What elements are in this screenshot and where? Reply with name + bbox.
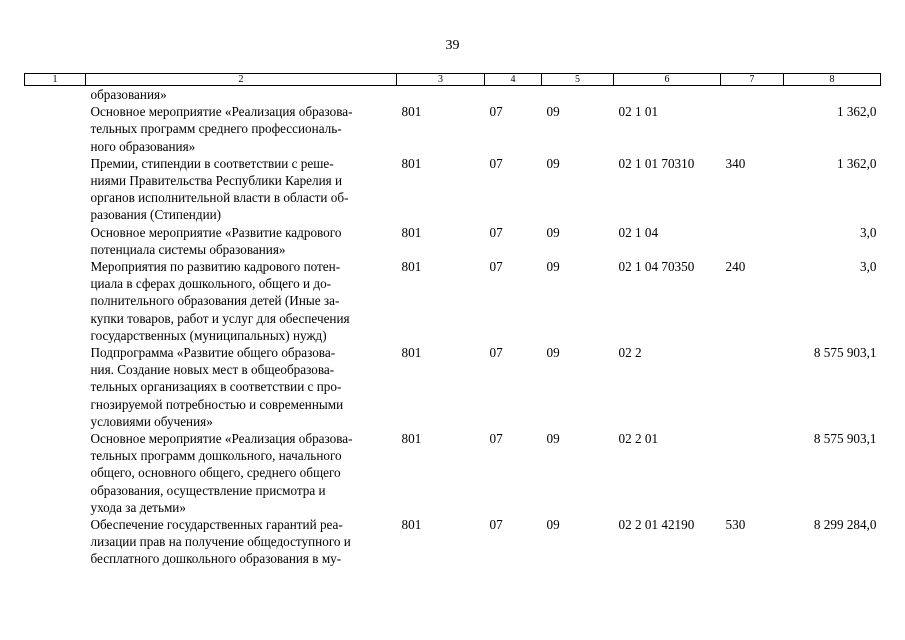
cell-subsection bbox=[542, 86, 614, 104]
cell-section bbox=[485, 86, 542, 104]
cell-item-name bbox=[86, 103, 397, 155]
cell-target-article: 02 2 01 bbox=[618, 431, 659, 447]
cell-expense-type bbox=[721, 344, 784, 430]
cell-target-article: 02 1 04 bbox=[618, 224, 659, 240]
cell-section: 07 bbox=[489, 224, 503, 240]
cell-section: 07 bbox=[489, 517, 503, 533]
cell-target-article bbox=[614, 86, 721, 104]
cell-subsection: 09 bbox=[546, 155, 560, 171]
item-name-line: ниями Правительства Республики Карелия и bbox=[90, 173, 343, 189]
cell-subsection: 09 bbox=[546, 104, 560, 120]
item-name-line: Мероприятия по развитию кадрового потен- bbox=[90, 259, 341, 275]
cell-row-number bbox=[25, 430, 86, 516]
cell-target-article: 02 1 01 70310 bbox=[618, 155, 695, 171]
cell-item-name bbox=[86, 86, 397, 104]
item-name-line: Подпрограмма «Развитие общего образова- bbox=[90, 345, 336, 361]
column-header-4: 4 bbox=[485, 74, 542, 86]
cell-row-number bbox=[25, 86, 86, 104]
cell-row-number bbox=[25, 258, 86, 344]
cell-row-number bbox=[25, 344, 86, 430]
cell-expense-type bbox=[721, 430, 784, 516]
column-header-8: 8 bbox=[784, 74, 881, 86]
cell-admin-code bbox=[397, 86, 485, 104]
table-row bbox=[25, 258, 881, 344]
cell-expense-type bbox=[721, 224, 784, 258]
cell-subsection: 09 bbox=[546, 517, 560, 533]
item-name-line: тельных организациях в соответствии с про- bbox=[90, 379, 342, 395]
cell-admin-code: 801 bbox=[401, 431, 422, 447]
item-name-line: государственных (муниципальных) нужд) bbox=[90, 327, 327, 343]
cell-section: 07 bbox=[489, 155, 503, 171]
cell-section: 07 bbox=[489, 345, 503, 361]
item-name-line: потенциала системы образования» bbox=[90, 241, 286, 257]
cell-amount: 3,0 bbox=[860, 259, 877, 275]
item-name-line: Основное мероприятие «Реализация образова- bbox=[90, 431, 353, 447]
cell-expense-type bbox=[721, 103, 784, 155]
item-name-line: Основное мероприятие «Развитие кадрового bbox=[90, 224, 342, 240]
cell-row-number bbox=[25, 516, 86, 568]
column-number-row bbox=[25, 74, 881, 86]
column-header-6: 6 bbox=[614, 74, 721, 86]
item-name-line: купки товаров, работ и услуг для обеспечения bbox=[90, 310, 350, 326]
cell-amount: 3,0 bbox=[860, 224, 877, 240]
cell-section: 07 bbox=[489, 431, 503, 447]
cell-expense-type: 340 bbox=[725, 155, 746, 171]
cell-target-article: 02 1 01 bbox=[618, 104, 659, 120]
cell-item-name bbox=[86, 258, 397, 344]
cell-amount: 1 362,0 bbox=[836, 104, 877, 120]
item-name-line: образования» bbox=[90, 87, 167, 102]
item-name-line: тельных программ среднего профессиональ- bbox=[90, 121, 342, 137]
cell-target-article: 02 2 bbox=[618, 345, 642, 361]
cell-admin-code: 801 bbox=[401, 104, 422, 120]
item-name-line: полнительного образования детей (Иные за- bbox=[90, 293, 340, 309]
column-header-1: 1 bbox=[25, 74, 86, 86]
item-name-line: ния. Создание новых мест в общеобразова- bbox=[90, 362, 335, 378]
cell-section: 07 bbox=[489, 104, 503, 120]
item-name-line: органов исполнительной власти в области об- bbox=[90, 190, 349, 206]
cell-target-article: 02 2 01 42190 bbox=[618, 517, 695, 533]
cell-item-name bbox=[86, 224, 397, 258]
cell-subsection: 09 bbox=[546, 224, 560, 240]
page-number: 39 bbox=[445, 38, 460, 53]
table-row bbox=[25, 155, 881, 224]
table-header bbox=[25, 74, 881, 86]
table-body bbox=[25, 86, 881, 568]
cell-subsection: 09 bbox=[546, 345, 560, 361]
cell-item-name bbox=[86, 155, 397, 224]
cell-section: 07 bbox=[489, 259, 503, 275]
item-name-line: бесплатного дошкольного образования в му- bbox=[90, 551, 342, 567]
budget-table bbox=[24, 73, 881, 568]
cell-item-name bbox=[86, 344, 397, 430]
cell-row-number bbox=[25, 103, 86, 155]
cell-admin-code: 801 bbox=[401, 517, 422, 533]
item-name-line: циала в сферах дошкольного, общего и до- bbox=[90, 276, 332, 292]
item-name-line: общего, основного общего, среднего общего bbox=[90, 465, 341, 481]
cell-amount bbox=[784, 86, 881, 104]
item-name-line: Основное мероприятие «Реализация образова- bbox=[90, 104, 353, 120]
table-row bbox=[25, 344, 881, 430]
item-name-line: Обеспечение государственных гарантий реа- bbox=[90, 517, 343, 533]
table-row bbox=[25, 224, 881, 258]
item-name-line: тельных программ дошкольного, начального bbox=[90, 448, 342, 464]
table-row bbox=[25, 86, 881, 104]
item-name-line: лизации прав на получение общедоступного и bbox=[90, 534, 351, 550]
item-name-line: разования (Стипендии) bbox=[90, 207, 222, 223]
cell-expense-type: 530 bbox=[725, 517, 746, 533]
cell-admin-code: 801 bbox=[401, 224, 422, 240]
cell-admin-code: 801 bbox=[401, 259, 422, 275]
item-name-line: Премии, стипендии в соответствии с реше- bbox=[90, 155, 334, 171]
column-header-2: 2 bbox=[86, 74, 397, 86]
cell-expense-type bbox=[721, 86, 784, 104]
item-name-line: ного образования» bbox=[90, 138, 196, 154]
cell-amount: 8 575 903,1 bbox=[813, 345, 877, 361]
cell-row-number bbox=[25, 224, 86, 258]
item-name-line: условиями обучения» bbox=[90, 413, 213, 429]
cell-item-name bbox=[86, 516, 397, 568]
cell-amount: 8 575 903,1 bbox=[813, 431, 877, 447]
column-header-7: 7 bbox=[721, 74, 784, 86]
table-row bbox=[25, 516, 881, 568]
item-name-line: гнозируемой потребностью и современными bbox=[90, 396, 344, 412]
cell-subsection: 09 bbox=[546, 259, 560, 275]
cell-admin-code: 801 bbox=[401, 345, 422, 361]
cell-expense-type: 240 bbox=[725, 259, 746, 275]
cell-amount: 8 299 284,0 bbox=[813, 517, 877, 533]
cell-amount: 1 362,0 bbox=[836, 155, 877, 171]
cell-item-name bbox=[86, 430, 397, 516]
table-row bbox=[25, 430, 881, 516]
item-name-line: ухода за детьми» bbox=[90, 499, 186, 515]
table-row bbox=[25, 103, 881, 155]
column-header-3: 3 bbox=[397, 74, 485, 86]
cell-row-number bbox=[25, 155, 86, 224]
cell-subsection: 09 bbox=[546, 431, 560, 447]
cell-target-article: 02 1 04 70350 bbox=[618, 259, 695, 275]
item-name-line: образования, осуществление присмотра и bbox=[90, 482, 326, 498]
column-header-5: 5 bbox=[542, 74, 614, 86]
cell-admin-code: 801 bbox=[401, 155, 422, 171]
